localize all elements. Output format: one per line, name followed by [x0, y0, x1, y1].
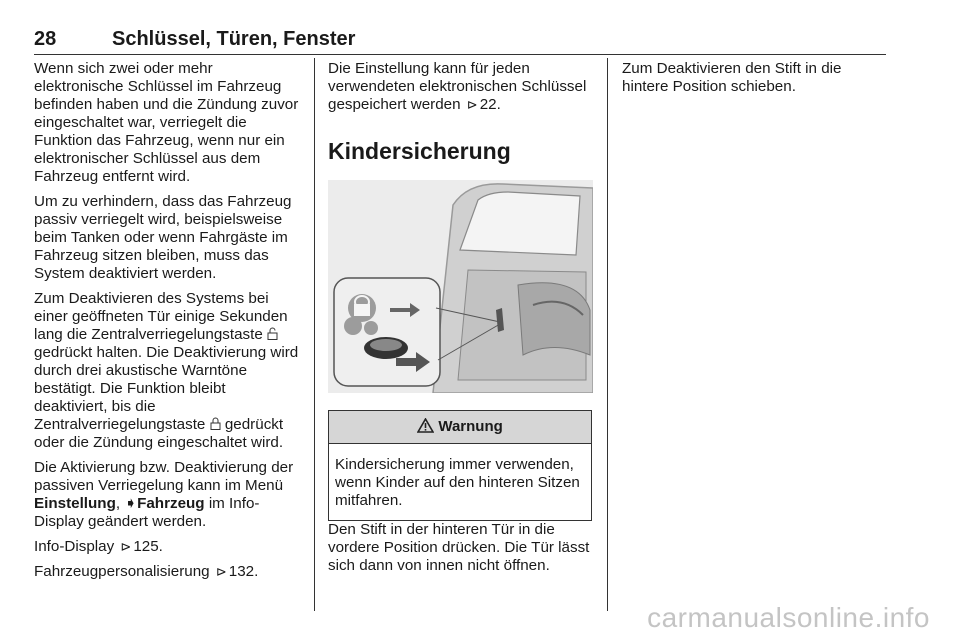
menu-arrow-icon: ➧: [124, 495, 138, 512]
running-title: Schlüssel, Türen, Fenster: [112, 28, 356, 50]
column-divider: [607, 58, 608, 611]
warning-triangle-icon: [417, 418, 434, 433]
cross-reference[interactable]: Info-Display ⊳ 125.: [34, 538, 163, 555]
page-ref-icon: ⊳: [466, 97, 478, 112]
column-divider: [314, 58, 315, 611]
warning-header: [329, 411, 591, 444]
lock-open-icon: [267, 327, 278, 340]
warning-box: [328, 410, 592, 521]
page-header: [34, 28, 886, 55]
child-lock-illustration: [328, 180, 593, 393]
paragraph: Zum Deaktivieren den Stift in die hintere Position schieben.: [622, 60, 842, 95]
page-ref-icon: ⊳: [120, 539, 132, 554]
watermark: carmanualsonline.info: [647, 602, 930, 633]
paragraph: Zum Deaktivieren des Systems bei einer geöffneten Tür einige Sekunden lang die Zentralverriegelungstaste gedrückt halten. Die Deaktivierung wird durch drei akustische Warntöne bestätigt. Die Funktion bleibt deaktiviert, bis die Zentralverriegelungstaste gedrückt oder die Zündung eingeschaltet wird.: [34, 290, 299, 451]
cross-reference[interactable]: Fahrzeugpersonalisierung ⊳ 132.: [34, 563, 259, 580]
paragraph: Die Einstellung kann für jeden verwendeten elektronischen Schlüssel gespeichert werden ⊳ 22.: [328, 60, 587, 113]
warning-text: Kindersicherung immer verwenden, wenn Kinder auf den hinteren Sitzen mitfahren.: [335, 456, 580, 509]
section-heading: Kindersicherung: [328, 138, 511, 164]
page-number: 28: [34, 28, 57, 50]
menu-item-fahrzeug: Fahrzeug: [137, 495, 205, 512]
lock-closed-icon: [210, 417, 221, 430]
paragraph: Um zu verhindern, dass das Fahrzeug passiv verriegelt wird, beispielsweise beim Tanken oder wenn Fahrgäste im Fahrzeug sitzen bleiben, muss das System deaktiviert werden.: [34, 193, 292, 282]
column-3: [622, 60, 884, 103]
column-1: [34, 60, 302, 588]
warning-title: Warnung: [438, 418, 503, 435]
paragraph: Wenn sich zwei oder mehr elektronische Schlüssel im Fahrzeug befinden haben und die Zündung zuvor eingeschaltet war, verriegelt die Funktion das Fahrzeug, wenn nur ein elektronischer Schlüssel aus dem Fahrzeug entfernt wird.: [34, 60, 299, 185]
page-ref-icon: ⊳: [215, 564, 227, 579]
paragraph: Die Aktivierung bzw. Deaktivierung der passiven Verriegelung kann im Menü Einstellung, ➧Fahrzeug im Info-Display geändert werden.: [34, 459, 294, 530]
paragraph: Den Stift in der hinteren Tür in die vordere Position drücken. Die Tür lässt sich dann von innen nicht öffnen.: [328, 521, 590, 574]
menu-item-einstellung: Einstellung: [34, 495, 116, 512]
column-2: [328, 60, 593, 582]
